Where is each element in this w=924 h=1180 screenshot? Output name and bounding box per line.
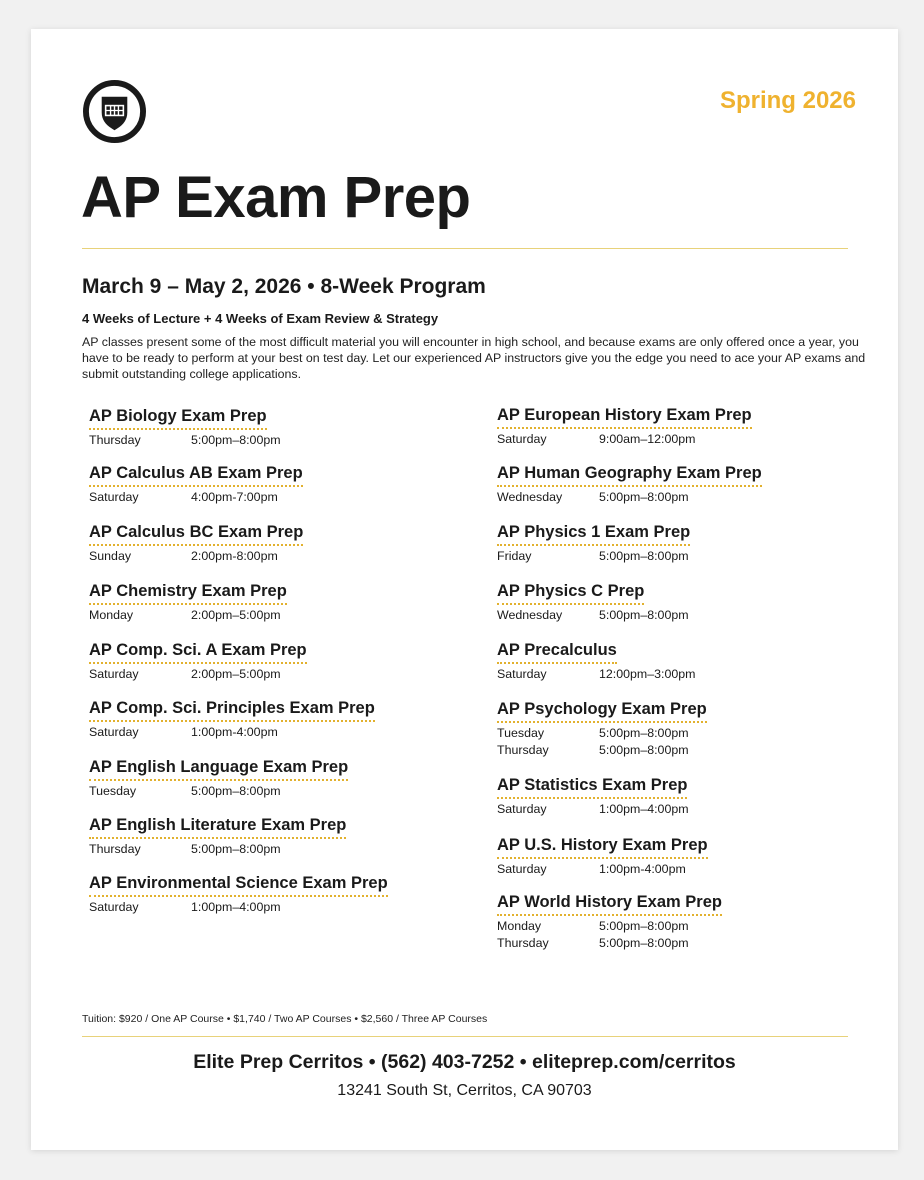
course-item <box>497 523 690 565</box>
schedule-time: 12:00pm–3:00pm <box>599 667 696 681</box>
schedule-time: 5:00pm–8:00pm <box>599 743 689 757</box>
program-dates: March 9 – May 2, 2026 • 8-Week Program <box>82 275 486 298</box>
course-title: AP U.S. History Exam Prep <box>497 836 708 859</box>
schedule-day: Thursday <box>89 842 141 856</box>
schedule-day: Monday <box>89 608 134 622</box>
schedule-time: 2:00pm-8:00pm <box>191 549 278 563</box>
schedule-time: 2:00pm–5:00pm <box>191 667 281 681</box>
course-item <box>497 893 722 952</box>
course-item <box>89 407 281 449</box>
footer-contact: Elite Prep Cerritos • (562) 403-7252 • eliteprep.com/cerritos <box>193 1051 736 1073</box>
course-item <box>497 776 689 818</box>
course-title: AP Psychology Exam Prep <box>497 700 707 723</box>
schedule-time: 5:00pm–8:00pm <box>599 919 689 933</box>
schedule-day: Wednesday <box>497 608 563 622</box>
schedule-day: Tuesday <box>497 726 545 740</box>
schedule-time: 1:00pm-4:00pm <box>191 725 278 739</box>
schedule-day: Saturday <box>89 667 139 681</box>
course-item <box>89 699 375 741</box>
course-item <box>497 700 707 759</box>
footer-address: 13241 South St, Cerritos, CA 90703 <box>337 1082 592 1099</box>
schedule-day: Monday <box>497 919 542 933</box>
tuition-info: Tuition: $920 / One AP Course • $1,740 / Two AP Courses • $2,560 / Three AP Courses <box>82 1013 488 1025</box>
schedule-day: Saturday <box>497 862 547 876</box>
schedule-time: 5:00pm–8:00pm <box>599 490 689 504</box>
schedule-time: 5:00pm–8:00pm <box>599 608 689 622</box>
schedule-time: 5:00pm–8:00pm <box>599 726 689 740</box>
flyer-page <box>31 29 898 1150</box>
schedule-day: Sunday <box>89 549 132 563</box>
schedule-row <box>497 607 689 624</box>
schedule-row <box>89 841 346 858</box>
schedule-row <box>497 548 690 565</box>
course-title: AP English Literature Exam Prep <box>89 816 346 839</box>
program-intro: AP classes present some of the most difficult material you will encounter in high school, and because exams are only offered once a year, you have to be ready to perform at your best on test day. Let our experienced AP instructors give you the edge you need to ace your AP exams and submit outstanding college applications. <box>82 335 866 381</box>
schedule-row <box>497 801 689 818</box>
schedule-row <box>89 666 307 683</box>
schedule-row <box>497 861 708 878</box>
course-item <box>497 406 752 448</box>
course-title: AP Comp. Sci. A Exam Prep <box>89 641 307 664</box>
course-item <box>497 582 689 624</box>
schedule-row <box>497 918 722 935</box>
schedule-time: 1:00pm–4:00pm <box>599 802 689 816</box>
course-item <box>89 464 303 506</box>
schedule-day: Saturday <box>89 490 139 504</box>
course-title: AP European History Exam Prep <box>497 406 752 429</box>
course-item <box>89 582 287 624</box>
schedule-row <box>497 666 695 683</box>
course-item <box>89 758 348 800</box>
schedule-time: 9:00am–12:00pm <box>599 432 696 446</box>
schedule-day: Saturday <box>497 667 547 681</box>
course-title: AP Calculus AB Exam Prep <box>89 464 303 487</box>
course-title: AP Biology Exam Prep <box>89 407 267 430</box>
schedule-row <box>89 432 281 449</box>
schedule-day: Saturday <box>497 432 547 446</box>
course-title: AP Statistics Exam Prep <box>497 776 687 799</box>
course-item <box>497 641 695 683</box>
schedule-day: Saturday <box>89 725 139 739</box>
schedule-row <box>89 899 388 916</box>
schedule-row <box>497 742 707 759</box>
schedule-row <box>89 783 348 800</box>
schedule-time: 2:00pm–5:00pm <box>191 608 281 622</box>
course-title: AP Physics 1 Exam Prep <box>497 523 690 546</box>
course-title: AP Human Geography Exam Prep <box>497 464 762 487</box>
course-title: AP Comp. Sci. Principles Exam Prep <box>89 699 375 722</box>
schedule-row <box>497 431 752 448</box>
schedule-row <box>89 724 375 741</box>
schedule-time: 5:00pm–8:00pm <box>599 549 689 563</box>
course-item <box>89 816 346 858</box>
course-title: AP Physics C Prep <box>497 582 644 605</box>
program-subhead: 4 Weeks of Lecture + 4 Weeks of Exam Review & Strategy <box>82 311 439 326</box>
schedule-day: Friday <box>497 549 532 563</box>
schedule-row <box>89 548 303 565</box>
schedule-day: Tuesday <box>89 784 137 798</box>
course-title: AP Chemistry Exam Prep <box>89 582 287 605</box>
schedule-time: 4:00pm-7:00pm <box>191 490 278 504</box>
schedule-time: 5:00pm–8:00pm <box>191 784 281 798</box>
schedule-row <box>89 607 287 624</box>
footer-divider <box>82 1036 848 1037</box>
course-item <box>497 464 762 506</box>
course-title: AP World History Exam Prep <box>497 893 722 916</box>
schedule-row <box>89 489 303 506</box>
schedule-time: 1:00pm-4:00pm <box>599 862 686 876</box>
schedule-time: 5:00pm–8:00pm <box>191 433 281 447</box>
course-item <box>89 874 388 916</box>
course-item <box>89 523 303 565</box>
schedule-row <box>497 489 762 506</box>
course-item <box>497 836 708 878</box>
schedule-row <box>497 935 722 952</box>
course-item <box>89 641 307 683</box>
course-title: AP Calculus BC Exam Prep <box>89 523 303 546</box>
header-divider <box>82 248 848 249</box>
schedule-day: Thursday <box>497 936 549 950</box>
schedule-day: Thursday <box>497 743 549 757</box>
schedule-day: Saturday <box>89 900 139 914</box>
schedule-day: Saturday <box>497 802 547 816</box>
season-label: Spring 2026 <box>719 87 856 114</box>
schedule-time: 5:00pm–8:00pm <box>191 842 281 856</box>
page-title: AP Exam Prep <box>81 165 471 230</box>
course-title: AP English Language Exam Prep <box>89 758 348 781</box>
schedule-time: 1:00pm–4:00pm <box>191 900 281 914</box>
schedule-day: Thursday <box>89 433 141 447</box>
schedule-row <box>497 725 707 742</box>
course-title: AP Environmental Science Exam Prep <box>89 874 388 897</box>
schedule-day: Wednesday <box>497 490 563 504</box>
schedule-time: 5:00pm–8:00pm <box>599 936 689 950</box>
course-title: AP Precalculus <box>497 641 617 664</box>
shield-crest-icon <box>83 80 146 143</box>
